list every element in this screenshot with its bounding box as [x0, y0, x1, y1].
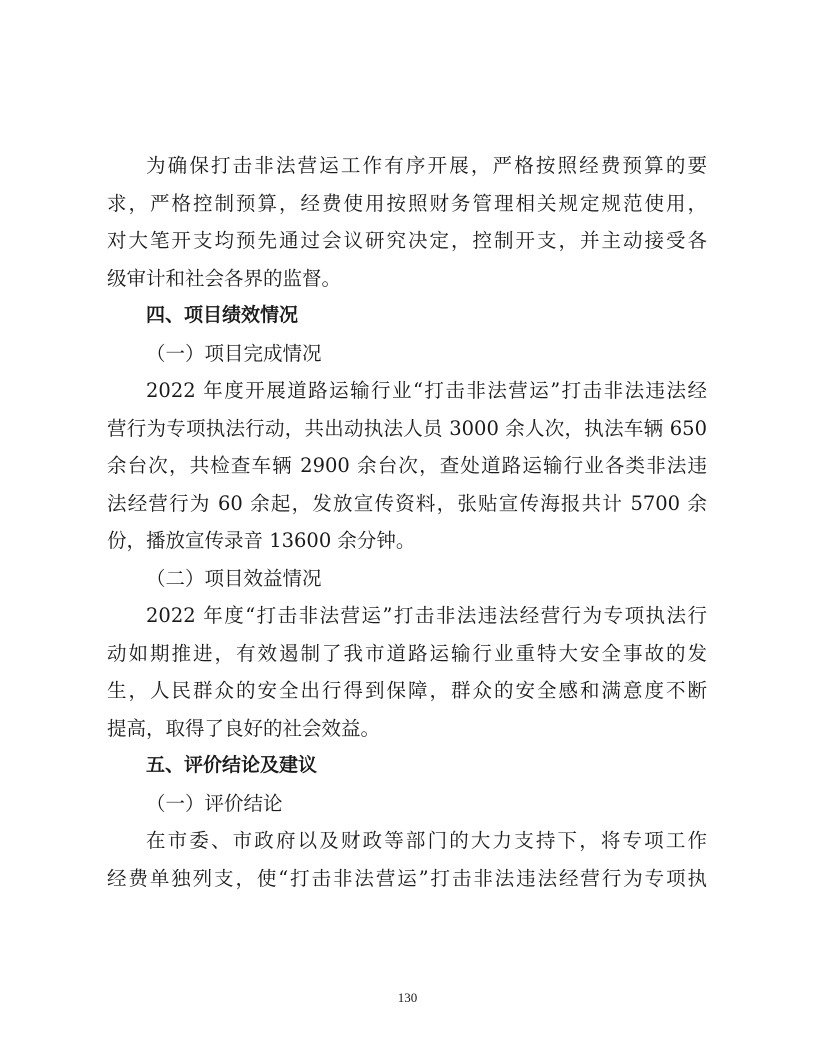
page-content [107, 147, 707, 897]
paragraph-line: 法经营行为 60 余起，发放宣传资料，张贴宣传海报共计 5700 余 [107, 491, 707, 515]
section-heading-conclusion: 五、评价结论及建议 [146, 754, 318, 776]
paragraph-line: 营行为专项执法行动，共出动执法人员 3000 余人次，执法车辆 650 [107, 416, 707, 440]
subsection-heading-evaluation: （一）评价结论 [146, 791, 283, 815]
subsection-heading-benefit: （二）项目效益情况 [146, 566, 322, 590]
paragraph-line: 级审计和社会各界的监督。 [107, 266, 342, 290]
benefit-paragraph [107, 597, 707, 747]
paragraph-line: 生，人民群众的安全出行得到保障，群众的安全感和满意度不断 [107, 679, 707, 702]
paragraph-line: 求，严格控制预算，经费使用按照财务管理相关规定规范使用， [107, 191, 707, 215]
completion-paragraph [107, 372, 707, 560]
paragraph-line: 份，播放宣传录音 13600 余分钟。 [107, 529, 416, 552]
paragraph-line: 提高，取得了良好的社会效益。 [107, 716, 381, 740]
paragraph-line: 动如期推进，有效遏制了我市道路运输行业重特大安全事故的发 [107, 641, 707, 665]
section-heading-performance: 四、项目绩效情况 [146, 304, 299, 326]
paragraph-line: 余台次，共检查车辆 2900 余台次，查处道路运输行业各类非法违 [107, 454, 707, 477]
paragraph-line: 对大笔开支均预先通过会议研究决定，控制开支，并主动接受各 [107, 229, 707, 252]
subsection-heading-completion: （一）项目完成情况 [146, 341, 322, 365]
budget-paragraph [107, 147, 707, 297]
paragraph-line: 在市委、市政府以及财政等部门的大力支持下，将专项工作 [146, 829, 707, 852]
evaluation-paragraph [107, 822, 707, 897]
paragraph-line: 2022 年度“打击非法营运”打击非法违法经营行为专项执法行 [146, 604, 707, 627]
paragraph-line: 2022 年度开展道路运输行业“打击非法营运”打击非法违法经 [146, 379, 707, 402]
page-number: 130 [397, 990, 418, 1005]
paragraph-line: 为确保打击非法营运工作有序开展，严格按照经费预算的要 [146, 154, 707, 177]
paragraph-line: 经费单独列支，使“打击非法营运”打击非法违法经营行为专项执 [107, 866, 707, 890]
